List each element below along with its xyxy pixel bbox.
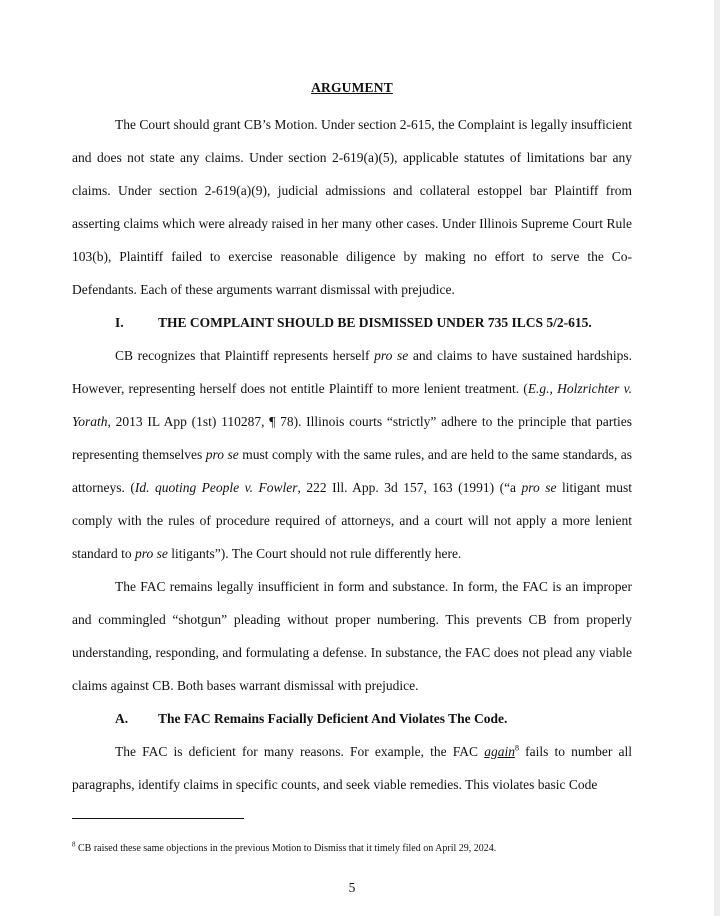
text-span: , 2013 IL App (1st) 110287, ¶ 78). Illinois courts “strictly” adhere to the principle that parties representing themselves	[72, 414, 632, 462]
emphasis-again: again	[484, 744, 515, 759]
paragraph-fac-deficient	[72, 735, 632, 801]
section-heading-a	[115, 702, 507, 735]
case-citation: Id. quoting People v. Fowler	[134, 480, 298, 495]
paragraph-fac-insufficient: The FAC remains legally insufficient in form and substance. In form, the FAC is an improper and commingled “shotgun” pleading without proper numbering. This prevents CB from properly understanding, responding, and formulating a defense. In substance, the FAC does not plead any viable claims against CB. Both bases warrant dismissal with prejudice.	[72, 579, 632, 693]
section-heading-i	[115, 306, 592, 339]
italic-span: pro se	[135, 546, 168, 561]
section-title: The FAC Remains Facially Deficient And Violates The Code.	[158, 711, 508, 726]
text-span: must comply with the same rules, and are held to the same standards, as attorneys. (	[72, 447, 633, 495]
text-span: and claims to have sustained hardships. However, representing herself does not entitle Plaintiff to more lenient treatment. (	[72, 348, 632, 396]
italic-span: pro se	[374, 348, 409, 363]
section-number: A.	[115, 711, 129, 726]
footnote-marker: 8	[72, 840, 76, 849]
text-span: , 222 Ill. App. 3d 157, 163 (1991) (“a	[297, 480, 522, 495]
footnote-text: CB raised these same objections in the previous Motion to Dismiss that it timely filed on April 29, 2024.	[75, 843, 497, 854]
case-citation: E.g., Holzrichter v. Yorath	[72, 381, 632, 429]
paragraph-intro: The Court should grant CB’s Motion. Under section 2-615, the Complaint is legally insufficient and does not state any claims. Under section 2-619(a)(5), applicable statutes of limitations bar any claims. Under section 2-619(a)(9), judicial admissions and collateral estoppel bar Plaintiff from asserting claims which were already raised in her many other cases. Under Illinois Supreme Court Rule 103(b), Plaintiff failed to exercise reasonable diligence by making no effort to serve the Co-Defendants. Each of these arguments warrant dismissal with prejudice.	[72, 117, 632, 297]
page-number: 5	[348, 880, 356, 895]
argument-heading: ARGUMENT	[311, 80, 393, 95]
text-span: CB recognizes that Plaintiff represents herself	[115, 348, 375, 363]
text-span: The FAC is deficient for many reasons. For example, the FAC	[115, 744, 485, 759]
text-span: litigant must comply with the rules of procedure required of attorneys, and a court will not apply a more lenient standard to	[72, 480, 632, 561]
footnote-8	[72, 842, 632, 856]
section-number: I.	[115, 315, 124, 330]
document-page	[72, 0, 632, 916]
footnote-divider	[72, 818, 244, 819]
text-span: fails to number all paragraphs, identify claims in specific counts, and seek viable remedies. This violates basic Code	[72, 744, 632, 792]
section-title: THE COMPLAINT SHOULD BE DISMISSED UNDER 735 ILCS 5/2-615.	[158, 315, 592, 330]
page-edge	[714, 0, 720, 916]
italic-span: pro se	[205, 447, 239, 462]
footnote-reference[interactable]: 8	[514, 743, 519, 753]
text-span: litigants”). The Court should not rule differently here.	[167, 546, 462, 561]
paragraph-pro-se	[72, 339, 632, 570]
italic-span: pro se	[521, 480, 557, 495]
